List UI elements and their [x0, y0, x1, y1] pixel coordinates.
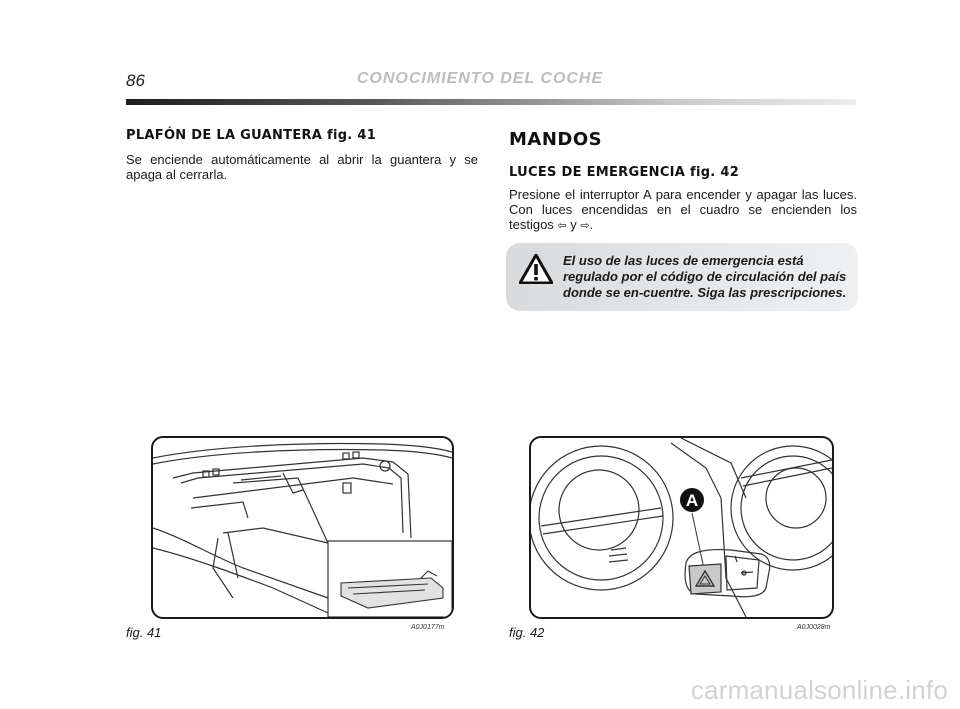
page-number: 86 [126, 71, 145, 90]
figure-41-code: A0J0177m [411, 624, 445, 631]
glovebox-text: Se enciende automáticamente al abrir la guantera y se apaga al cerrarla. [126, 152, 478, 182]
watermark: carmanualsonline.info [690, 675, 948, 705]
glovebox-heading: PLAFÓN DE LA GUANTERA fig. 41 [126, 128, 377, 143]
hazard-heading: LUCES DE EMERGENCIA fig. 42 [509, 165, 740, 180]
warning-text: El uso de las luces de emergencia está regulado por el código de circulación del país donde se en-cuentre. Siga las prescripciones. [563, 253, 847, 300]
hazard-text-join: y [570, 217, 577, 232]
figure-42 [529, 436, 834, 619]
arrow-right-icon: ⇨ [580, 220, 590, 232]
hazard-switch-illustration [531, 438, 832, 617]
glovebox-illustration [153, 438, 452, 617]
section-title: CONOCIMIENTO DEL COCHE [356, 70, 604, 87]
figure-41 [151, 436, 454, 619]
hazard-text-main: Presione el interruptor A para encender y apagar las luces. Con luces encendidas en el cuadro se encienden los testigos [509, 187, 857, 232]
hazard-text-end: . [589, 217, 594, 232]
hazard-text [509, 187, 857, 234]
figure-41-caption: fig. 41 [126, 625, 162, 640]
controls-heading: MANDOS [509, 129, 603, 150]
arrow-left-icon: ⇦ [557, 220, 567, 232]
figure-42-code: A0J0028m [797, 624, 831, 631]
figure-42-caption: fig. 42 [509, 625, 545, 640]
header-rule [126, 99, 856, 105]
figure-42-label-a: A [685, 491, 699, 510]
warning-triangle-icon [519, 254, 553, 284]
